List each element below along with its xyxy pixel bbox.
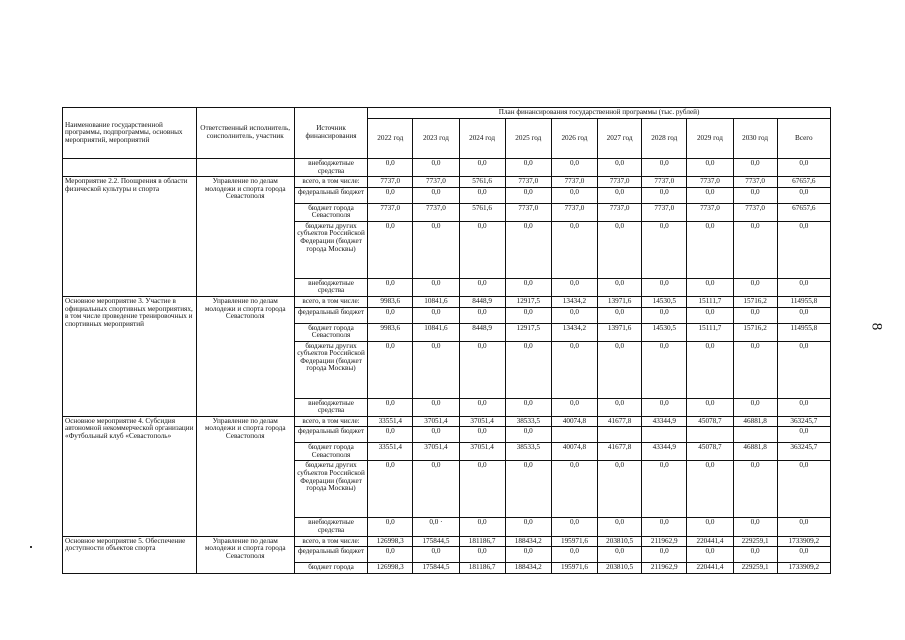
amount-cell: 0,0 bbox=[459, 221, 505, 278]
executor-cell bbox=[196, 159, 294, 177]
amount-cell: 0,0 bbox=[598, 547, 642, 563]
amount-cell: 203810,5 bbox=[598, 563, 642, 574]
amount-cell: 0,0 bbox=[551, 547, 597, 563]
funding-source: внебюджетные средства bbox=[294, 518, 367, 536]
amount-cell: 0,0 bbox=[642, 159, 687, 177]
amount-cell: 0,0 bbox=[368, 278, 413, 296]
amount-cell: 0,0 bbox=[505, 461, 551, 518]
amount-cell: 0,0 bbox=[642, 398, 687, 416]
amount-cell: 0,0 bbox=[368, 461, 413, 518]
amount-cell: 363245,7 bbox=[777, 443, 830, 461]
amount-cell: 229259,1 bbox=[733, 536, 777, 547]
amount-cell: 7737,0 bbox=[505, 177, 551, 188]
amount-cell: 0,0 bbox=[505, 547, 551, 563]
amount-cell: 41677,8 bbox=[598, 443, 642, 461]
funding-source: всего, в том числе: bbox=[294, 536, 367, 547]
funding-source: бюджеты других субъектов Российской Федерации (бюджет города Москвы) bbox=[294, 341, 367, 398]
amount-cell: 0,0 bbox=[413, 547, 459, 563]
amount-cell: 46881,8 bbox=[733, 416, 777, 427]
amount-cell: 13434,2 bbox=[551, 323, 597, 341]
amount-cell: 9983,6 bbox=[368, 296, 413, 307]
activity-name: Основное мероприятие 4. Субсидия автономной некоммерческой организации «Футбольный клуб «Севастополь» bbox=[63, 416, 197, 536]
funding-source: федеральный бюджет bbox=[294, 427, 367, 443]
activity-executor: Управление по делам молодежи и спорта города Севастополя bbox=[196, 416, 294, 536]
amount-cell: 14530,5 bbox=[642, 296, 687, 307]
amount-cell: 188434,2 bbox=[505, 563, 551, 574]
amount-cell: 195971,6 bbox=[551, 563, 597, 574]
amount-cell: 211962,9 bbox=[642, 563, 687, 574]
amount-cell bbox=[598, 427, 642, 443]
amount-cell: 0,0 bbox=[733, 461, 777, 518]
header-year: 2028 год bbox=[642, 119, 687, 159]
funding-source: всего, в том числе: bbox=[294, 296, 367, 307]
amount-cell: 0,0 bbox=[505, 159, 551, 177]
table-row bbox=[63, 177, 831, 188]
amount-cell bbox=[642, 427, 687, 443]
amount-cell: 12917,5 bbox=[505, 323, 551, 341]
amount-cell: 0,0 bbox=[687, 278, 733, 296]
funding-source: всего, в том числе: bbox=[294, 416, 367, 427]
amount-cell: 0,0 bbox=[505, 427, 551, 443]
amount-cell: 114955,8 bbox=[777, 323, 830, 341]
amount-cell: 7737,0 bbox=[368, 203, 413, 221]
amount-cell: 7737,0 bbox=[687, 177, 733, 188]
amount-cell: 7737,0 bbox=[733, 203, 777, 221]
amount-cell: 38533,5 bbox=[505, 416, 551, 427]
amount-cell: 0,0 bbox=[687, 307, 733, 323]
page-number: 8 bbox=[868, 322, 885, 331]
amount-cell: 0,0 bbox=[687, 221, 733, 278]
activity-executor: Управление по делам молодежи и спорта города Севастополя bbox=[196, 177, 294, 297]
amount-cell: 0,0 bbox=[459, 187, 505, 203]
amount-cell: 40074,8 bbox=[551, 443, 597, 461]
funding-source: всего, в том числе: bbox=[294, 177, 367, 188]
amount-cell: 7737,0 bbox=[642, 177, 687, 188]
amount-cell: 7737,0 bbox=[642, 203, 687, 221]
amount-cell: 0,0 bbox=[368, 307, 413, 323]
amount-cell: 0,0 · bbox=[413, 518, 459, 536]
amount-cell: 37051,4 bbox=[413, 443, 459, 461]
funding-source: бюджеты других субъектов Российской Федерации (бюджет города Москвы) bbox=[294, 461, 367, 518]
amount-cell: 0,0 bbox=[733, 547, 777, 563]
amount-cell: 195971,6 bbox=[551, 536, 597, 547]
funding-source: внебюджетные средства bbox=[294, 398, 367, 416]
amount-cell: 0,0 bbox=[642, 187, 687, 203]
amount-cell: 37051,4 bbox=[459, 443, 505, 461]
amount-cell: 0,0 bbox=[459, 518, 505, 536]
amount-cell: 1733909,2 bbox=[777, 536, 830, 547]
funding-source: внебюджетные средства bbox=[294, 278, 367, 296]
amount-cell: 0,0 bbox=[733, 307, 777, 323]
amount-cell: 0,0 bbox=[598, 187, 642, 203]
amount-cell: 15111,7 bbox=[687, 323, 733, 341]
amount-cell: 46881,8 bbox=[733, 443, 777, 461]
funding-source: федеральный бюджет bbox=[294, 547, 367, 563]
amount-cell: 175844,5 bbox=[413, 563, 459, 574]
amount-cell: 0,0 bbox=[777, 547, 830, 563]
amount-cell: 0,0 bbox=[687, 461, 733, 518]
amount-cell: 40074,8 bbox=[551, 416, 597, 427]
amount-cell: 0,0 bbox=[598, 159, 642, 177]
header-year: Всего bbox=[777, 119, 830, 159]
amount-cell: 0,0 bbox=[459, 159, 505, 177]
amount-cell: 0,0 bbox=[642, 278, 687, 296]
activity-executor: Управление по делам молодежи и спорта города Севастополя bbox=[196, 296, 294, 416]
amount-cell: 7737,0 bbox=[733, 177, 777, 188]
amount-cell: 7737,0 bbox=[551, 203, 597, 221]
amount-cell: 211962,9 bbox=[642, 536, 687, 547]
amount-cell: 0,0 bbox=[687, 398, 733, 416]
table-row bbox=[63, 536, 831, 547]
amount-cell: 0,0 bbox=[733, 187, 777, 203]
amount-cell: 0,0 bbox=[687, 518, 733, 536]
amount-cell: 0,0 bbox=[459, 427, 505, 443]
amount-cell: 0,0 bbox=[459, 461, 505, 518]
amount-cell: 41677,8 bbox=[598, 416, 642, 427]
amount-cell: 0,0 bbox=[368, 398, 413, 416]
amount-cell: 229259,1 bbox=[733, 563, 777, 574]
header-executor: Ответственный исполнитель, соисполнитель, участник bbox=[196, 108, 294, 159]
amount-cell: 0,0 bbox=[598, 518, 642, 536]
amount-cell: 0,0 bbox=[459, 398, 505, 416]
amount-cell: 0,0 bbox=[551, 461, 597, 518]
amount-cell: 13971,6 bbox=[598, 296, 642, 307]
amount-cell: 0,0 bbox=[413, 427, 459, 443]
amount-cell: 0,0 bbox=[777, 221, 830, 278]
amount-cell: 0,0 bbox=[505, 398, 551, 416]
table-row bbox=[63, 159, 831, 177]
amount-cell: 188434,2 bbox=[505, 536, 551, 547]
amount-cell: 45078,7 bbox=[687, 416, 733, 427]
header-year: 2026 год bbox=[551, 119, 597, 159]
financing-plan-table bbox=[62, 107, 831, 574]
amount-cell: 0,0 bbox=[598, 278, 642, 296]
amount-cell: 0,0 bbox=[368, 547, 413, 563]
amount-cell: 0,0 bbox=[733, 341, 777, 398]
funding-source: бюджет города Севастополя bbox=[294, 323, 367, 341]
amount-cell: 0,0 bbox=[551, 398, 597, 416]
amount-cell: 0,0 bbox=[413, 461, 459, 518]
amount-cell: 114955,8 bbox=[777, 296, 830, 307]
amount-cell: 0,0 bbox=[505, 187, 551, 203]
amount-cell: 0,0 bbox=[733, 278, 777, 296]
amount-cell: 7737,0 bbox=[687, 203, 733, 221]
amount-cell: 33551,4 bbox=[368, 416, 413, 427]
activity-name: Основное мероприятие 3. Участие в официальных спортивных мероприятиях, в том числе проведение тренировочных и спортивных мероприятий bbox=[63, 296, 197, 416]
amount-cell: 15716,2 bbox=[733, 296, 777, 307]
amount-cell: 43344,9 bbox=[642, 416, 687, 427]
header-name: Наименование государственной программы, подпрограммы, основных мероприятий, мероприятий bbox=[63, 108, 197, 159]
amount-cell: 13434,2 bbox=[551, 296, 597, 307]
funding-source: бюджет города Севастополя bbox=[294, 443, 367, 461]
amount-cell: 37051,4 bbox=[459, 416, 505, 427]
funding-source: федеральный бюджет bbox=[294, 307, 367, 323]
amount-cell: 0,0 bbox=[777, 461, 830, 518]
amount-cell: 0,0 bbox=[598, 461, 642, 518]
amount-cell: 5761,6 bbox=[459, 177, 505, 188]
amount-cell: 0,0 bbox=[733, 221, 777, 278]
amount-cell: 0,0 bbox=[642, 518, 687, 536]
amount-cell bbox=[551, 427, 597, 443]
amount-cell: 0,0 bbox=[598, 307, 642, 323]
funding-source: бюджеты других субъектов Российской Федерации (бюджет города Москвы) bbox=[294, 221, 367, 278]
header-year: 2029 год bbox=[687, 119, 733, 159]
amount-cell: 0,0 bbox=[551, 307, 597, 323]
amount-cell: 0,0 bbox=[368, 187, 413, 203]
amount-cell: 0,0 bbox=[413, 221, 459, 278]
header-year: 2030 год bbox=[733, 119, 777, 159]
amount-cell: 7737,0 bbox=[413, 203, 459, 221]
amount-cell: 0,0 bbox=[551, 341, 597, 398]
amount-cell: 126998,3 bbox=[368, 563, 413, 574]
amount-cell: 0,0 bbox=[642, 307, 687, 323]
amount-cell: 0,0 bbox=[368, 221, 413, 278]
amount-cell: 0,0 bbox=[505, 307, 551, 323]
funding-source: бюджет города bbox=[294, 563, 367, 574]
amount-cell: 0,0 bbox=[733, 518, 777, 536]
amount-cell: 0,0 bbox=[551, 187, 597, 203]
amount-cell: 7737,0 bbox=[505, 203, 551, 221]
amount-cell: 0,0 bbox=[505, 518, 551, 536]
header-year: 2025 год bbox=[505, 119, 551, 159]
amount-cell: 0,0 bbox=[777, 278, 830, 296]
table-row bbox=[63, 296, 831, 307]
amount-cell: 0,0 bbox=[413, 187, 459, 203]
amount-cell: 0,0 bbox=[505, 341, 551, 398]
funding-source: бюджет города Севастополя bbox=[294, 203, 367, 221]
amount-cell: 0,0 bbox=[777, 398, 830, 416]
table-row bbox=[63, 416, 831, 427]
amount-cell: 10841,6 bbox=[413, 323, 459, 341]
scan-speck bbox=[30, 546, 32, 548]
amount-cell: 15716,2 bbox=[733, 323, 777, 341]
amount-cell: 0,0 bbox=[551, 159, 597, 177]
header-year: 2024 год bbox=[459, 119, 505, 159]
amount-cell: 12917,5 bbox=[505, 296, 551, 307]
amount-cell: 0,0 bbox=[598, 398, 642, 416]
amount-cell: 10841,6 bbox=[413, 296, 459, 307]
amount-cell: 8448,9 bbox=[459, 323, 505, 341]
amount-cell: 7737,0 bbox=[598, 203, 642, 221]
header-year: 2027 год bbox=[598, 119, 642, 159]
header-year: 2022 год bbox=[368, 119, 413, 159]
amount-cell: 0,0 bbox=[413, 278, 459, 296]
amount-cell: 0,0 bbox=[505, 221, 551, 278]
amount-cell: 7737,0 bbox=[413, 177, 459, 188]
amount-cell: 8448,9 bbox=[459, 296, 505, 307]
amount-cell: 181186,7 bbox=[459, 536, 505, 547]
amount-cell: 0,0 bbox=[642, 461, 687, 518]
amount-cell: 0,0 bbox=[598, 341, 642, 398]
amount-cell: 0,0 bbox=[642, 341, 687, 398]
amount-cell: 38533,5 bbox=[505, 443, 551, 461]
activity-executor: Управление по делам молодежи и спорта города Севастополя bbox=[196, 536, 294, 573]
funding-source: внебюджетные средства bbox=[294, 159, 367, 177]
amount-cell: 43344,9 bbox=[642, 443, 687, 461]
amount-cell: 0,0 bbox=[687, 547, 733, 563]
amount-cell: 0,0 bbox=[551, 221, 597, 278]
amount-cell: 0,0 bbox=[777, 341, 830, 398]
header-source: Источник финансирования bbox=[294, 108, 367, 159]
amount-cell: 203810,5 bbox=[598, 536, 642, 547]
amount-cell: 0,0 bbox=[733, 159, 777, 177]
amount-cell: 0,0 bbox=[777, 159, 830, 177]
amount-cell: 0,0 bbox=[777, 427, 830, 443]
amount-cell: 0,0 bbox=[413, 341, 459, 398]
amount-cell: 126998,3 bbox=[368, 536, 413, 547]
amount-cell: 0,0 bbox=[459, 547, 505, 563]
amount-cell: 0,0 bbox=[413, 307, 459, 323]
header-year: 2023 год bbox=[413, 119, 459, 159]
amount-cell: 0,0 bbox=[459, 307, 505, 323]
amount-cell: 1733909,2 bbox=[777, 563, 830, 574]
activity-name: Мероприятие 2.2. Поощрения в области физической культуры и спорта bbox=[63, 177, 197, 297]
amount-cell: 9983,6 bbox=[368, 323, 413, 341]
amount-cell: 0,0 bbox=[598, 221, 642, 278]
amount-cell: 220441,4 bbox=[687, 563, 733, 574]
amount-cell: 0,0 bbox=[642, 547, 687, 563]
amount-cell: 175844,5 bbox=[413, 536, 459, 547]
amount-cell: 15111,7 bbox=[687, 296, 733, 307]
amount-cell: 0,0 bbox=[687, 341, 733, 398]
amount-cell: 45078,7 bbox=[687, 443, 733, 461]
amount-cell: 7737,0 bbox=[551, 177, 597, 188]
amount-cell: 0,0 bbox=[551, 278, 597, 296]
amount-cell: 0,0 bbox=[777, 307, 830, 323]
amount-cell: 0,0 bbox=[368, 341, 413, 398]
amount-cell: 220441,4 bbox=[687, 536, 733, 547]
amount-cell: 0,0 bbox=[642, 221, 687, 278]
amount-cell: 0,0 bbox=[368, 518, 413, 536]
activity-name-cell bbox=[63, 159, 197, 177]
funding-source: федеральный бюджет bbox=[294, 187, 367, 203]
amount-cell: 67657,6 bbox=[777, 203, 830, 221]
amount-cell: 0,0 bbox=[777, 187, 830, 203]
amount-cell: 67657,6 bbox=[777, 177, 830, 188]
amount-cell: 7737,0 bbox=[368, 177, 413, 188]
amount-cell: 7737,0 bbox=[598, 177, 642, 188]
amount-cell: 0,0 bbox=[551, 518, 597, 536]
amount-cell: 0,0 bbox=[368, 159, 413, 177]
header-plan: План финансирования государственной программы (тыс. рублей) bbox=[368, 108, 831, 119]
amount-cell: 363245,7 bbox=[777, 416, 830, 427]
amount-cell bbox=[733, 427, 777, 443]
amount-cell: 33551,4 bbox=[368, 443, 413, 461]
amount-cell: 5761,6 bbox=[459, 203, 505, 221]
amount-cell: 181186,7 bbox=[459, 563, 505, 574]
amount-cell: 0,0 bbox=[687, 159, 733, 177]
activity-name: Основное мероприятие 5. Обеспечение доступности объектов спорта bbox=[63, 536, 197, 573]
amount-cell: 37051,4 bbox=[413, 416, 459, 427]
amount-cell: 0,0 bbox=[505, 278, 551, 296]
amount-cell: 0,0 bbox=[733, 398, 777, 416]
amount-cell: 0,0 bbox=[687, 187, 733, 203]
amount-cell bbox=[687, 427, 733, 443]
amount-cell: 0,0 bbox=[777, 518, 830, 536]
amount-cell: 14530,5 bbox=[642, 323, 687, 341]
amount-cell: 13971,6 bbox=[598, 323, 642, 341]
amount-cell: 0,0 bbox=[459, 341, 505, 398]
amount-cell: 0,0 bbox=[413, 398, 459, 416]
amount-cell: 0,0 bbox=[413, 159, 459, 177]
amount-cell: 0,0 bbox=[368, 427, 413, 443]
amount-cell: 0,0 bbox=[459, 278, 505, 296]
